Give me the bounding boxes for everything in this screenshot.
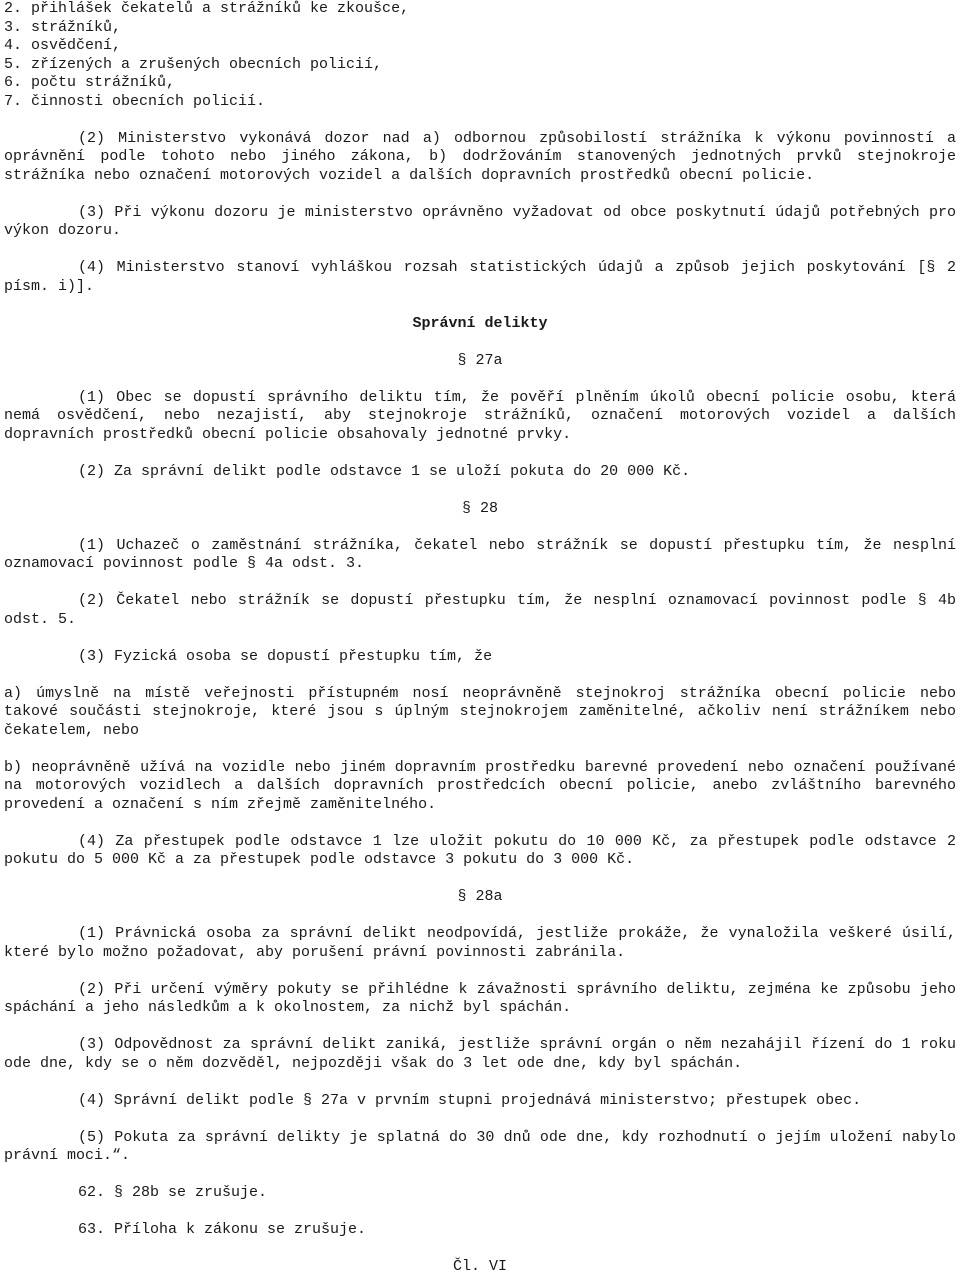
amendment-point-63: 63. Příloha k zákonu se zrušuje. bbox=[78, 1221, 367, 1238]
section-heading-spravni-delikty: Správní delikty bbox=[412, 314, 548, 332]
paragraph-28a-3: (3) Odpovědnost za správní delikt zaniká, jestliže správní orgán o něm nezahájil řízení do 1 roku ode dne, kdy se o něm dozvěděl, nejpozději však do 3 let ode dne, kdy byl spáchán. bbox=[4, 1036, 956, 1072]
list-item: 4. osvědčení, bbox=[4, 37, 122, 54]
paragraph-28a-2: (2) Při určení výměry pokuty se přihlédne k závažnosti správního deliktu, zejména ke způsobu jeho spáchání a jeho následkům a k okolnostem, za nichž byl spáchán. bbox=[4, 980, 956, 1016]
paragraph-dozor-2: (2) Ministerstvo vykonává dozor nad a) odbornou způsobilostí strážníka k výkonu povinností a oprávnění podle tohoto nebo jiného zákona, b) dodržováním stanovených jednotných prvků stejnokroje strážníka nebo označení motorových vozidel a dalších dopravních prostředků obecní policie. bbox=[4, 129, 956, 184]
paragraph-28-3a: a) úmyslně na místě veřejnosti přístupném nosí neoprávněně stejnokroj strážníka obecní policie nebo takové součásti stejnokroje, které jsou s úplným stejnokrojem zaměnitelné, ačkoliv není strážníkem nebo čekatelem, nebo bbox=[4, 684, 956, 739]
document-page bbox=[4, 0, 956, 1277]
paragraph-27a-1: (1) Obec se dopustí správního deliktu tím, že pověří plněním úkolů obecní policie osobu, která nemá osvědčení, nebo nezajistí, aby stejnokroje strážníků, označení motorových vozidel a dalších dopravních prostředků obecní policie obsahovaly jednotné prvky. bbox=[4, 388, 956, 443]
article-title: Čl. VI bbox=[452, 1258, 507, 1275]
list-item: 6. počtu strážníků, bbox=[4, 74, 176, 91]
paragraph-dozor-4: (4) Ministerstvo stanoví vyhláškou rozsah statistických údajů a způsob jejich poskytování [§ 2 písm. i)]. bbox=[4, 259, 956, 295]
paragraph-28a-4: (4) Správní delikt podle § 27a v prvním stupni projednává ministerstvo; přestupek obec. bbox=[78, 1091, 862, 1109]
paragraph-28-1: (1) Uchazeč o zaměstnání strážníka, čekatel nebo strážník se dopustí přestupku tím, že nesplní oznamovací povinnost podle § 4a odst. 3. bbox=[4, 536, 956, 572]
list-item: 5. zřízených a zrušených obecních policií, bbox=[4, 55, 383, 73]
list-item: 7. činnosti obecních policií. bbox=[4, 92, 266, 110]
section-title-27a: § 27a bbox=[457, 351, 503, 369]
paragraph-dozor-3: (3) Při výkonu dozoru je ministerstvo oprávněno vyžadovat od obce poskytnutí údajů potřebných pro výkon dozoru. bbox=[4, 203, 956, 239]
amendment-point-62: 62. § 28b se zrušuje. bbox=[78, 1184, 268, 1201]
paragraph-27a-2: (2) Za správní delikt podle odstavce 1 se uloží pokuta do 20 000 Kč. bbox=[78, 462, 691, 480]
list-item: 3. strážníků, bbox=[4, 18, 122, 36]
section-title-28a: § 28a bbox=[457, 888, 503, 905]
paragraph-28-3: (3) Fyzická osoba se dopustí přestupku tím, že bbox=[78, 647, 493, 665]
section-title-28: § 28 bbox=[461, 499, 498, 517]
paragraph-28-2: (2) Čekatel nebo strážník se dopustí přestupku tím, že nesplní oznamovací povinnost podle § 4b odst. 5. bbox=[4, 592, 956, 628]
paragraph-28-4: (4) Za přestupek podle odstavce 1 lze uložit pokutu do 10 000 Kč, za přestupek podle odstavce 2 pokutu do 5 000 Kč a za přestupek podle odstavce 3 pokutu do 3 000 Kč. bbox=[4, 832, 956, 868]
paragraph-28-3b: b) neoprávněně užívá na vozidle nebo jiném dopravním prostředku barevné provedení nebo označení používané na motorových vozidlech a dalších dopravních prostředcích obecní policie, anebo zvláštního barevného provedení a označení s ním zřejmě zaměnitelného. bbox=[4, 758, 956, 813]
paragraph-28a-1: (1) Právnická osoba za správní delikt neodpovídá, jestliže prokáže, že vynaložila veškeré úsilí, které bylo možno požadovat, aby porušení právní povinnosti zabránila. bbox=[4, 925, 956, 961]
list-item: 2. přihlášek čekatelů a strážníků ke zkoušce, bbox=[4, 0, 410, 17]
paragraph-28a-5: (5) Pokuta za správní delikty je splatná do 30 dnů ode dne, kdy rozhodnutí o jejím uložení nabylo právní moci.“. bbox=[4, 1128, 956, 1164]
